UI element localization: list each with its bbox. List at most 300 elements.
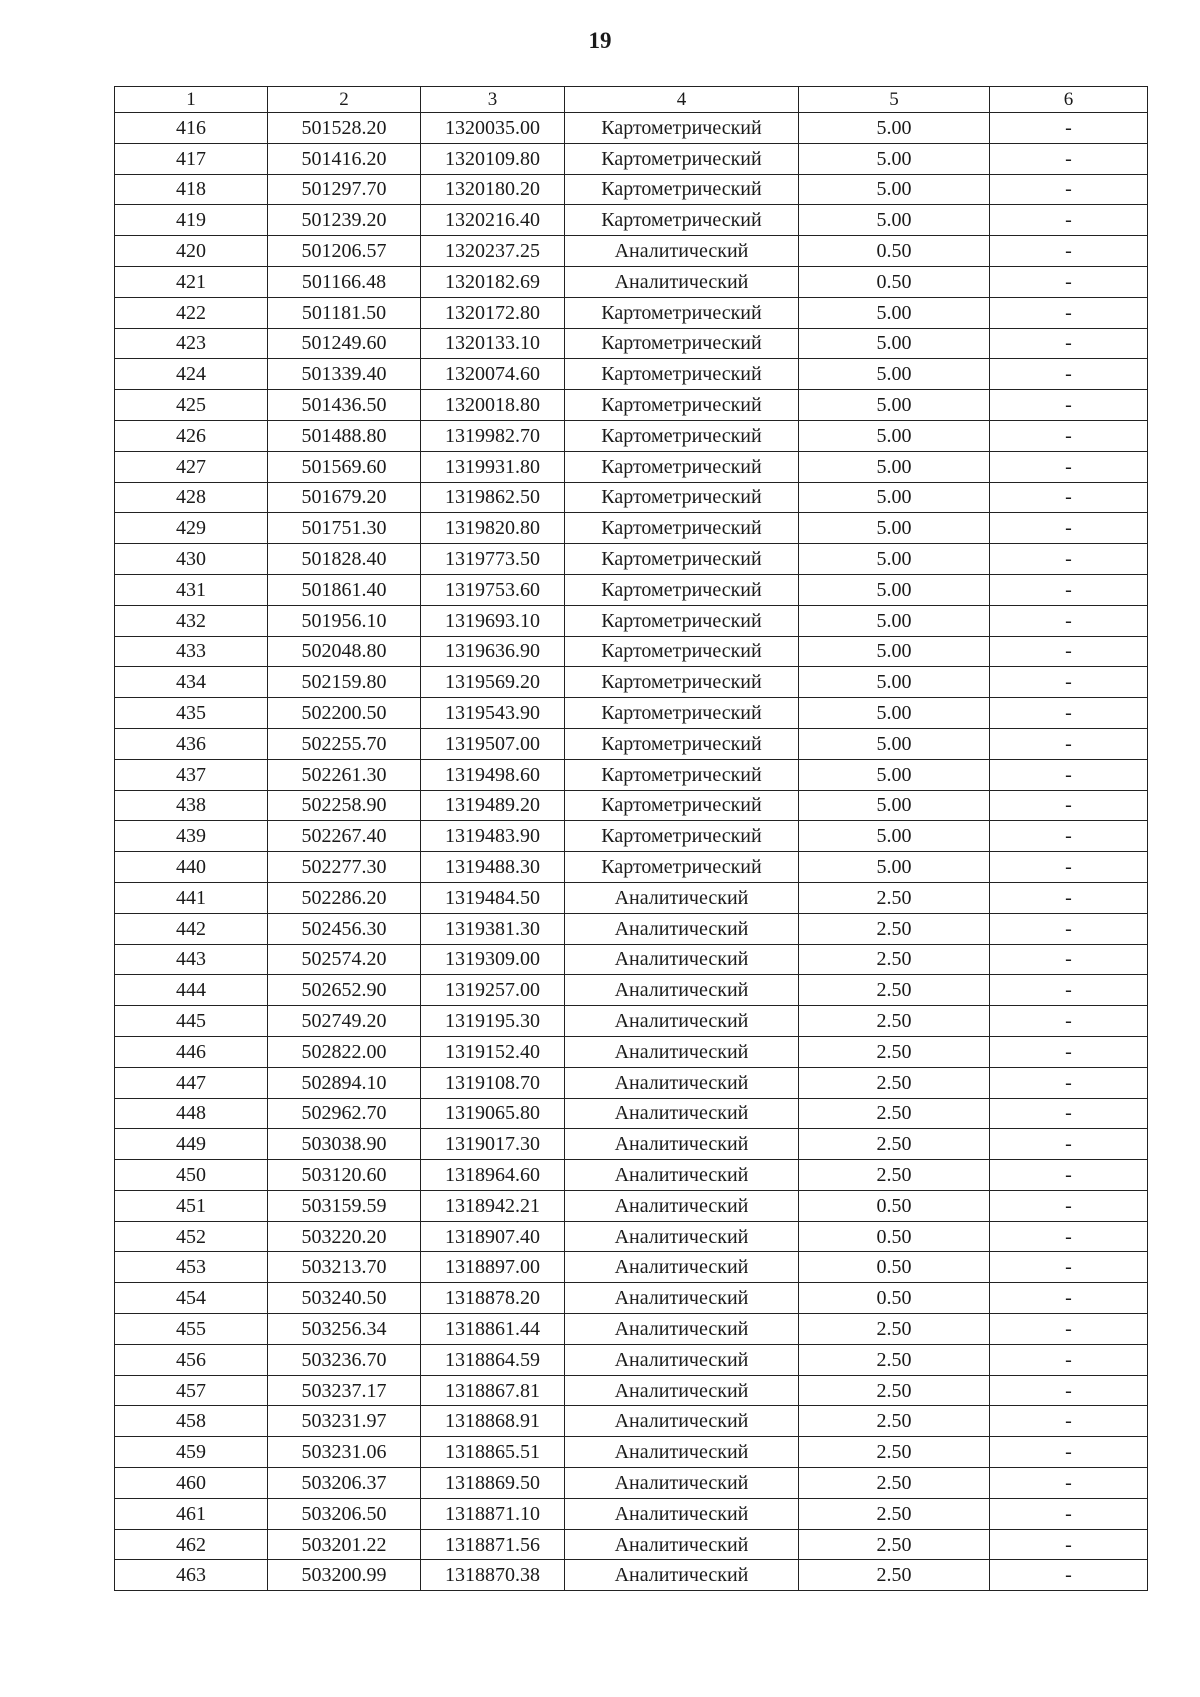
x-coordinate-cell: 503237.17 xyxy=(268,1375,421,1406)
x-coordinate-cell: 502258.90 xyxy=(268,790,421,821)
x-coordinate-cell: 503236.70 xyxy=(268,1344,421,1375)
method-cell: Аналитический xyxy=(565,1437,799,1468)
note-cell: - xyxy=(990,1160,1148,1191)
y-coordinate-cell: 1320109.80 xyxy=(421,143,565,174)
y-coordinate-cell: 1319483.90 xyxy=(421,821,565,852)
note-cell: - xyxy=(990,297,1148,328)
y-coordinate-cell: 1319773.50 xyxy=(421,544,565,575)
accuracy-cell: 5.00 xyxy=(799,544,990,575)
accuracy-cell: 2.50 xyxy=(799,1344,990,1375)
note-cell: - xyxy=(990,728,1148,759)
note-cell: - xyxy=(990,328,1148,359)
point-number-cell: 421 xyxy=(115,266,268,297)
point-number-cell: 449 xyxy=(115,1129,268,1160)
accuracy-cell: 2.50 xyxy=(799,1375,990,1406)
point-number-cell: 433 xyxy=(115,636,268,667)
accuracy-cell: 2.50 xyxy=(799,1036,990,1067)
table-row xyxy=(115,821,1148,852)
point-number-cell: 430 xyxy=(115,544,268,575)
accuracy-cell: 5.00 xyxy=(799,143,990,174)
point-number-cell: 445 xyxy=(115,1006,268,1037)
y-coordinate-cell: 1319862.50 xyxy=(421,482,565,513)
note-cell: - xyxy=(990,1314,1148,1345)
table-row xyxy=(115,574,1148,605)
accuracy-cell: 5.00 xyxy=(799,113,990,144)
accuracy-cell: 2.50 xyxy=(799,944,990,975)
note-cell: - xyxy=(990,174,1148,205)
table-row xyxy=(115,1529,1148,1560)
table-row xyxy=(115,1067,1148,1098)
point-number-cell: 459 xyxy=(115,1437,268,1468)
method-cell: Картометрический xyxy=(565,359,799,390)
table-row xyxy=(115,944,1148,975)
point-number-cell: 424 xyxy=(115,359,268,390)
note-cell: - xyxy=(990,574,1148,605)
point-number-cell: 429 xyxy=(115,513,268,544)
note-cell: - xyxy=(990,205,1148,236)
point-number-cell: 442 xyxy=(115,913,268,944)
table-row xyxy=(115,1221,1148,1252)
method-cell: Картометрический xyxy=(565,605,799,636)
note-cell: - xyxy=(990,759,1148,790)
y-coordinate-cell: 1318871.10 xyxy=(421,1498,565,1529)
table-row xyxy=(115,698,1148,729)
note-cell: - xyxy=(990,1406,1148,1437)
method-cell: Аналитический xyxy=(565,1406,799,1437)
x-coordinate-cell: 502261.30 xyxy=(268,759,421,790)
x-coordinate-cell: 502200.50 xyxy=(268,698,421,729)
table-row xyxy=(115,236,1148,267)
accuracy-cell: 5.00 xyxy=(799,759,990,790)
accuracy-cell: 5.00 xyxy=(799,667,990,698)
x-coordinate-cell: 503201.22 xyxy=(268,1529,421,1560)
table-row xyxy=(115,143,1148,174)
accuracy-cell: 5.00 xyxy=(799,359,990,390)
x-coordinate-cell: 501679.20 xyxy=(268,482,421,513)
x-coordinate-cell: 503206.50 xyxy=(268,1498,421,1529)
y-coordinate-cell: 1320237.25 xyxy=(421,236,565,267)
table-row xyxy=(115,882,1148,913)
accuracy-cell: 5.00 xyxy=(799,205,990,236)
x-coordinate-cell: 501166.48 xyxy=(268,266,421,297)
accuracy-cell: 0.50 xyxy=(799,236,990,267)
x-coordinate-cell: 501956.10 xyxy=(268,605,421,636)
method-cell: Картометрический xyxy=(565,790,799,821)
accuracy-cell: 2.50 xyxy=(799,882,990,913)
y-coordinate-cell: 1319569.20 xyxy=(421,667,565,698)
method-cell: Картометрический xyxy=(565,728,799,759)
column-header: 6 xyxy=(990,87,1148,113)
table-row xyxy=(115,1129,1148,1160)
table-row xyxy=(115,1468,1148,1499)
note-cell: - xyxy=(990,513,1148,544)
accuracy-cell: 2.50 xyxy=(799,1560,990,1591)
note-cell: - xyxy=(990,482,1148,513)
accuracy-cell: 5.00 xyxy=(799,852,990,883)
point-number-cell: 426 xyxy=(115,420,268,451)
method-cell: Аналитический xyxy=(565,1560,799,1591)
y-coordinate-cell: 1320172.80 xyxy=(421,297,565,328)
point-number-cell: 434 xyxy=(115,667,268,698)
point-number-cell: 452 xyxy=(115,1221,268,1252)
accuracy-cell: 2.50 xyxy=(799,1468,990,1499)
point-number-cell: 458 xyxy=(115,1406,268,1437)
method-cell: Аналитический xyxy=(565,1129,799,1160)
method-cell: Картометрический xyxy=(565,113,799,144)
accuracy-cell: 5.00 xyxy=(799,513,990,544)
accuracy-cell: 2.50 xyxy=(799,1437,990,1468)
point-number-cell: 420 xyxy=(115,236,268,267)
y-coordinate-cell: 1318964.60 xyxy=(421,1160,565,1191)
table-row xyxy=(115,1252,1148,1283)
y-coordinate-cell: 1319484.50 xyxy=(421,882,565,913)
method-cell: Аналитический xyxy=(565,1529,799,1560)
x-coordinate-cell: 502652.90 xyxy=(268,975,421,1006)
accuracy-cell: 5.00 xyxy=(799,174,990,205)
x-coordinate-cell: 502159.80 xyxy=(268,667,421,698)
note-cell: - xyxy=(990,636,1148,667)
method-cell: Аналитический xyxy=(565,1221,799,1252)
accuracy-cell: 0.50 xyxy=(799,1190,990,1221)
point-number-cell: 460 xyxy=(115,1468,268,1499)
method-cell: Картометрический xyxy=(565,451,799,482)
table-row xyxy=(115,759,1148,790)
point-number-cell: 448 xyxy=(115,1098,268,1129)
method-cell: Аналитический xyxy=(565,1098,799,1129)
table-body xyxy=(115,87,1148,1591)
method-cell: Картометрический xyxy=(565,513,799,544)
method-cell: Аналитический xyxy=(565,882,799,913)
x-coordinate-cell: 502267.40 xyxy=(268,821,421,852)
note-cell: - xyxy=(990,1190,1148,1221)
x-coordinate-cell: 501249.60 xyxy=(268,328,421,359)
y-coordinate-cell: 1320133.10 xyxy=(421,328,565,359)
method-cell: Картометрический xyxy=(565,328,799,359)
note-cell: - xyxy=(990,1529,1148,1560)
point-number-cell: 456 xyxy=(115,1344,268,1375)
y-coordinate-cell: 1318878.20 xyxy=(421,1283,565,1314)
point-number-cell: 425 xyxy=(115,390,268,421)
table-row xyxy=(115,913,1148,944)
x-coordinate-cell: 501569.60 xyxy=(268,451,421,482)
x-coordinate-cell: 502894.10 xyxy=(268,1067,421,1098)
column-header: 2 xyxy=(268,87,421,113)
point-number-cell: 417 xyxy=(115,143,268,174)
x-coordinate-cell: 502456.30 xyxy=(268,913,421,944)
x-coordinate-cell: 502962.70 xyxy=(268,1098,421,1129)
note-cell: - xyxy=(990,143,1148,174)
table-row xyxy=(115,1498,1148,1529)
point-number-cell: 435 xyxy=(115,698,268,729)
y-coordinate-cell: 1319498.60 xyxy=(421,759,565,790)
x-coordinate-cell: 503120.60 xyxy=(268,1160,421,1191)
point-number-cell: 457 xyxy=(115,1375,268,1406)
method-cell: Аналитический xyxy=(565,1468,799,1499)
accuracy-cell: 5.00 xyxy=(799,728,990,759)
x-coordinate-cell: 501206.57 xyxy=(268,236,421,267)
y-coordinate-cell: 1320018.80 xyxy=(421,390,565,421)
note-cell: - xyxy=(990,1498,1148,1529)
note-cell: - xyxy=(990,359,1148,390)
y-coordinate-cell: 1318897.00 xyxy=(421,1252,565,1283)
note-cell: - xyxy=(990,1560,1148,1591)
y-coordinate-cell: 1319636.90 xyxy=(421,636,565,667)
note-cell: - xyxy=(990,698,1148,729)
table-row xyxy=(115,1314,1148,1345)
point-number-cell: 440 xyxy=(115,852,268,883)
y-coordinate-cell: 1319543.90 xyxy=(421,698,565,729)
note-cell: - xyxy=(990,1098,1148,1129)
y-coordinate-cell: 1320216.40 xyxy=(421,205,565,236)
x-coordinate-cell: 503213.70 xyxy=(268,1252,421,1283)
note-cell: - xyxy=(990,852,1148,883)
table-row xyxy=(115,451,1148,482)
table-header-row xyxy=(115,87,1148,113)
y-coordinate-cell: 1318864.59 xyxy=(421,1344,565,1375)
y-coordinate-cell: 1320180.20 xyxy=(421,174,565,205)
x-coordinate-cell: 501436.50 xyxy=(268,390,421,421)
y-coordinate-cell: 1318861.44 xyxy=(421,1314,565,1345)
note-cell: - xyxy=(990,821,1148,852)
table-row xyxy=(115,728,1148,759)
note-cell: - xyxy=(990,1375,1148,1406)
note-cell: - xyxy=(990,1437,1148,1468)
method-cell: Картометрический xyxy=(565,174,799,205)
accuracy-cell: 5.00 xyxy=(799,821,990,852)
x-coordinate-cell: 501181.50 xyxy=(268,297,421,328)
y-coordinate-cell: 1319257.00 xyxy=(421,975,565,1006)
column-header: 5 xyxy=(799,87,990,113)
accuracy-cell: 2.50 xyxy=(799,975,990,1006)
method-cell: Аналитический xyxy=(565,1252,799,1283)
table-row xyxy=(115,328,1148,359)
note-cell: - xyxy=(990,113,1148,144)
accuracy-cell: 2.50 xyxy=(799,1160,990,1191)
note-cell: - xyxy=(990,1283,1148,1314)
note-cell: - xyxy=(990,1252,1148,1283)
method-cell: Аналитический xyxy=(565,1283,799,1314)
note-cell: - xyxy=(990,790,1148,821)
note-cell: - xyxy=(990,944,1148,975)
table-row xyxy=(115,852,1148,883)
method-cell: Картометрический xyxy=(565,544,799,575)
table-row xyxy=(115,667,1148,698)
table-row xyxy=(115,1406,1148,1437)
x-coordinate-cell: 502749.20 xyxy=(268,1006,421,1037)
accuracy-cell: 5.00 xyxy=(799,605,990,636)
note-cell: - xyxy=(990,882,1148,913)
method-cell: Аналитический xyxy=(565,266,799,297)
x-coordinate-cell: 501861.40 xyxy=(268,574,421,605)
point-number-cell: 441 xyxy=(115,882,268,913)
point-number-cell: 432 xyxy=(115,605,268,636)
method-cell: Аналитический xyxy=(565,1036,799,1067)
y-coordinate-cell: 1318907.40 xyxy=(421,1221,565,1252)
table-row xyxy=(115,636,1148,667)
y-coordinate-cell: 1319753.60 xyxy=(421,574,565,605)
note-cell: - xyxy=(990,1344,1148,1375)
method-cell: Картометрический xyxy=(565,698,799,729)
accuracy-cell: 5.00 xyxy=(799,451,990,482)
y-coordinate-cell: 1319108.70 xyxy=(421,1067,565,1098)
method-cell: Аналитический xyxy=(565,1314,799,1345)
point-number-cell: 461 xyxy=(115,1498,268,1529)
method-cell: Картометрический xyxy=(565,759,799,790)
method-cell: Картометрический xyxy=(565,297,799,328)
x-coordinate-cell: 502277.30 xyxy=(268,852,421,883)
x-coordinate-cell: 501528.20 xyxy=(268,113,421,144)
point-number-cell: 422 xyxy=(115,297,268,328)
y-coordinate-cell: 1320035.00 xyxy=(421,113,565,144)
accuracy-cell: 2.50 xyxy=(799,1129,990,1160)
x-coordinate-cell: 503038.90 xyxy=(268,1129,421,1160)
point-number-cell: 423 xyxy=(115,328,268,359)
accuracy-cell: 2.50 xyxy=(799,1006,990,1037)
x-coordinate-cell: 503256.34 xyxy=(268,1314,421,1345)
table-row xyxy=(115,513,1148,544)
accuracy-cell: 5.00 xyxy=(799,390,990,421)
point-number-cell: 447 xyxy=(115,1067,268,1098)
accuracy-cell: 5.00 xyxy=(799,420,990,451)
x-coordinate-cell: 501751.30 xyxy=(268,513,421,544)
table-row xyxy=(115,205,1148,236)
table-row xyxy=(115,420,1148,451)
accuracy-cell: 0.50 xyxy=(799,1283,990,1314)
method-cell: Картометрический xyxy=(565,574,799,605)
table-row xyxy=(115,544,1148,575)
point-number-cell: 428 xyxy=(115,482,268,513)
table-row xyxy=(115,1560,1148,1591)
point-number-cell: 437 xyxy=(115,759,268,790)
y-coordinate-cell: 1319152.40 xyxy=(421,1036,565,1067)
method-cell: Аналитический xyxy=(565,1375,799,1406)
method-cell: Аналитический xyxy=(565,975,799,1006)
note-cell: - xyxy=(990,1129,1148,1160)
accuracy-cell: 2.50 xyxy=(799,1067,990,1098)
accuracy-cell: 2.50 xyxy=(799,1406,990,1437)
y-coordinate-cell: 1320182.69 xyxy=(421,266,565,297)
table-row xyxy=(115,1036,1148,1067)
accuracy-cell: 2.50 xyxy=(799,1098,990,1129)
x-coordinate-cell: 502574.20 xyxy=(268,944,421,975)
y-coordinate-cell: 1319931.80 xyxy=(421,451,565,482)
point-number-cell: 450 xyxy=(115,1160,268,1191)
y-coordinate-cell: 1319381.30 xyxy=(421,913,565,944)
y-coordinate-cell: 1319507.00 xyxy=(421,728,565,759)
x-coordinate-cell: 501297.70 xyxy=(268,174,421,205)
x-coordinate-cell: 503231.06 xyxy=(268,1437,421,1468)
table-row xyxy=(115,1437,1148,1468)
x-coordinate-cell: 501339.40 xyxy=(268,359,421,390)
point-number-cell: 454 xyxy=(115,1283,268,1314)
point-number-cell: 416 xyxy=(115,113,268,144)
note-cell: - xyxy=(990,913,1148,944)
note-cell: - xyxy=(990,1006,1148,1037)
note-cell: - xyxy=(990,420,1148,451)
accuracy-cell: 2.50 xyxy=(799,1498,990,1529)
x-coordinate-cell: 502255.70 xyxy=(268,728,421,759)
y-coordinate-cell: 1319017.30 xyxy=(421,1129,565,1160)
accuracy-cell: 5.00 xyxy=(799,636,990,667)
y-coordinate-cell: 1318942.21 xyxy=(421,1190,565,1221)
table-row xyxy=(115,1006,1148,1037)
y-coordinate-cell: 1318867.81 xyxy=(421,1375,565,1406)
table-row xyxy=(115,359,1148,390)
point-number-cell: 443 xyxy=(115,944,268,975)
y-coordinate-cell: 1318868.91 xyxy=(421,1406,565,1437)
x-coordinate-cell: 503159.59 xyxy=(268,1190,421,1221)
y-coordinate-cell: 1319693.10 xyxy=(421,605,565,636)
method-cell: Картометрический xyxy=(565,205,799,236)
table-row xyxy=(115,482,1148,513)
accuracy-cell: 5.00 xyxy=(799,574,990,605)
y-coordinate-cell: 1319309.00 xyxy=(421,944,565,975)
column-header: 1 xyxy=(115,87,268,113)
x-coordinate-cell: 503206.37 xyxy=(268,1468,421,1499)
note-cell: - xyxy=(990,1221,1148,1252)
method-cell: Картометрический xyxy=(565,143,799,174)
table-row xyxy=(115,790,1148,821)
table-row xyxy=(115,1375,1148,1406)
x-coordinate-cell: 503200.99 xyxy=(268,1560,421,1591)
x-coordinate-cell: 501828.40 xyxy=(268,544,421,575)
y-coordinate-cell: 1320074.60 xyxy=(421,359,565,390)
note-cell: - xyxy=(990,236,1148,267)
table-row xyxy=(115,605,1148,636)
x-coordinate-cell: 501488.80 xyxy=(268,420,421,451)
x-coordinate-cell: 501416.20 xyxy=(268,143,421,174)
point-number-cell: 431 xyxy=(115,574,268,605)
note-cell: - xyxy=(990,667,1148,698)
point-number-cell: 462 xyxy=(115,1529,268,1560)
accuracy-cell: 2.50 xyxy=(799,1314,990,1345)
point-number-cell: 455 xyxy=(115,1314,268,1345)
accuracy-cell: 5.00 xyxy=(799,328,990,359)
point-number-cell: 444 xyxy=(115,975,268,1006)
y-coordinate-cell: 1319982.70 xyxy=(421,420,565,451)
note-cell: - xyxy=(990,1067,1148,1098)
table-row xyxy=(115,1190,1148,1221)
x-coordinate-cell: 503231.97 xyxy=(268,1406,421,1437)
note-cell: - xyxy=(990,266,1148,297)
column-header: 4 xyxy=(565,87,799,113)
table-row xyxy=(115,266,1148,297)
table-row xyxy=(115,297,1148,328)
y-coordinate-cell: 1319065.80 xyxy=(421,1098,565,1129)
note-cell: - xyxy=(990,1036,1148,1067)
table-row xyxy=(115,174,1148,205)
method-cell: Аналитический xyxy=(565,1190,799,1221)
method-cell: Картометрический xyxy=(565,482,799,513)
y-coordinate-cell: 1318869.50 xyxy=(421,1468,565,1499)
table-row xyxy=(115,1344,1148,1375)
point-number-cell: 419 xyxy=(115,205,268,236)
table-row xyxy=(115,113,1148,144)
accuracy-cell: 5.00 xyxy=(799,482,990,513)
x-coordinate-cell: 502048.80 xyxy=(268,636,421,667)
note-cell: - xyxy=(990,451,1148,482)
method-cell: Аналитический xyxy=(565,1498,799,1529)
point-number-cell: 439 xyxy=(115,821,268,852)
y-coordinate-cell: 1318865.51 xyxy=(421,1437,565,1468)
x-coordinate-cell: 503240.50 xyxy=(268,1283,421,1314)
point-number-cell: 427 xyxy=(115,451,268,482)
point-number-cell: 418 xyxy=(115,174,268,205)
method-cell: Картометрический xyxy=(565,636,799,667)
point-number-cell: 438 xyxy=(115,790,268,821)
y-coordinate-cell: 1318870.38 xyxy=(421,1560,565,1591)
method-cell: Картометрический xyxy=(565,821,799,852)
